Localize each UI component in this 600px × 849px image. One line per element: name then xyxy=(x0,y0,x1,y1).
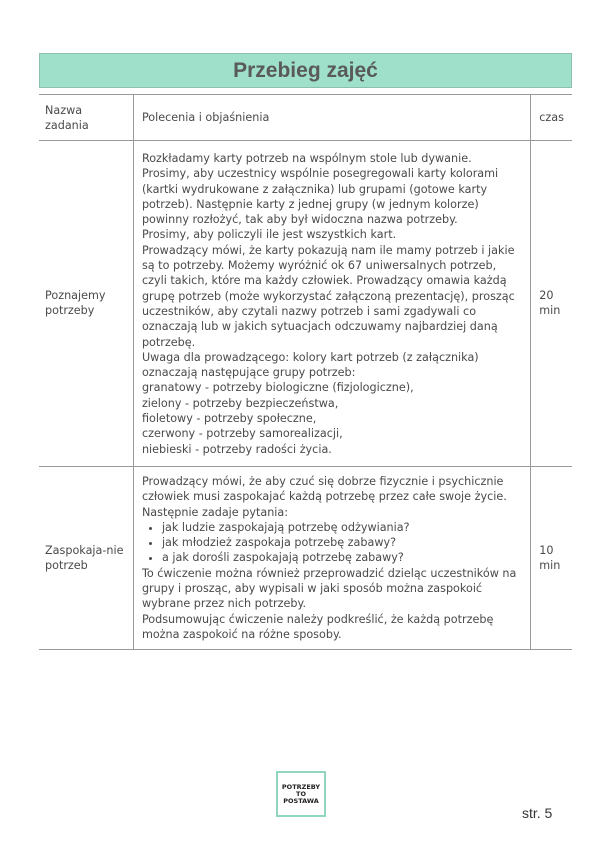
brand-logo xyxy=(276,771,326,817)
logo-text xyxy=(282,784,320,805)
color-group-line: fioletowy - potrzeby społeczne, xyxy=(141,412,317,426)
question-item: • jak młodzież zaspokaja potrzebę zabawy? xyxy=(162,535,522,550)
table-header-row xyxy=(39,95,572,141)
header-description: Polecenia i objaśnienia xyxy=(133,95,530,141)
logo-line: POSTAWA xyxy=(283,796,319,805)
description-paragraph: Uwaga dla prowadzącego: kolory kart potrzeb (z załącznika) oznaczają następujące grupy potrzeb: xyxy=(141,350,479,380)
task-name: Zaspokaja-nie potrzeb xyxy=(39,466,133,649)
color-group-line: niebieski - potrzeby radości życia. xyxy=(141,442,332,456)
table-row xyxy=(39,466,572,649)
description-paragraph: Prowadzący mówi, że aby czuć się dobrze fizycznie i psychicznie człowiek musi zaspokajać każdą potrzebę przez całe swoje życie. xyxy=(141,474,507,504)
task-time: 10 min xyxy=(539,543,561,573)
question-item: • jak ludzie zaspokajają potrzebę odżywiania? xyxy=(162,520,522,535)
page-number: str. 5 xyxy=(522,805,553,821)
description-paragraph: To ćwiczenie można również przeprowadzić dzieląc uczestników na grupy i prosząc, aby wypisali w jaki sposób można zaspokoić wybrane przez nich potrzeby. xyxy=(141,566,517,611)
header-time: czas xyxy=(539,110,564,124)
description-paragraph: Prowadzący mówi, że karty pokazują nam ile mamy potrzeb i jakie są to potrzeby. Możemy wyróżnić ok 67 uniwersalnych potrzeb, czyli takich, które ma każdy człowiek. Prowadzący omawia każdą grupę potrzeb (może wykorzystać załączoną prezentację), prosząc uczestników, aby czytali nazwy potrzeb i sami zgadywali co oznaczają lub w jakich sytuacjach odczuwamy najbardziej daną potrzebę. xyxy=(141,243,515,349)
description-paragraph: Rozkładamy karty potrzeb na wspólnym stole lub dywanie. Prosimy, aby uczestnicy wspólnie posegregowali karty kolorami (kartki wydrukowane z załącznika) lub grupami (gotowe karty potrzeb). Następnie karty z jednej grupy (w jednym kolorze) powinny rozłożyć, tak aby był widoczna nazwa potrzeby. xyxy=(141,152,499,227)
description-paragraph: Prosimy, aby policzyli ile jest wszystkich kart. xyxy=(141,228,397,242)
task-time: 20 min xyxy=(539,289,561,318)
lesson-plan-table xyxy=(39,94,572,650)
color-group-line: czerwony - potrzeby samorealizacji, xyxy=(141,427,343,441)
color-group-line: granatowy - potrzeby biologiczne (fizjologiczne), xyxy=(141,381,414,395)
title-banner xyxy=(39,53,572,88)
description-paragraph: Podsumowując ćwiczenie należy podkreślić, że każdą potrzebę można zaspokoić na różne sposoby. xyxy=(141,612,494,641)
header-task-name: Nazwa zadania xyxy=(39,95,133,141)
table-row xyxy=(39,141,572,467)
description-paragraph: Następnie zadaje pytania: xyxy=(141,505,289,519)
question-item: • a jak dorośli zaspokajają potrzebę zabawy? xyxy=(162,550,522,565)
task-name: Poznajemy potrzeby xyxy=(39,141,133,467)
task-description xyxy=(133,141,530,467)
page-title: Przebieg zajęć xyxy=(233,58,378,82)
color-group-line: zielony - potrzeby bezpieczeństwa, xyxy=(141,396,339,410)
logo-line: POTRZEBY xyxy=(281,782,321,791)
question-list xyxy=(142,520,522,566)
task-description xyxy=(133,466,530,649)
logo-line: TO xyxy=(296,789,306,798)
